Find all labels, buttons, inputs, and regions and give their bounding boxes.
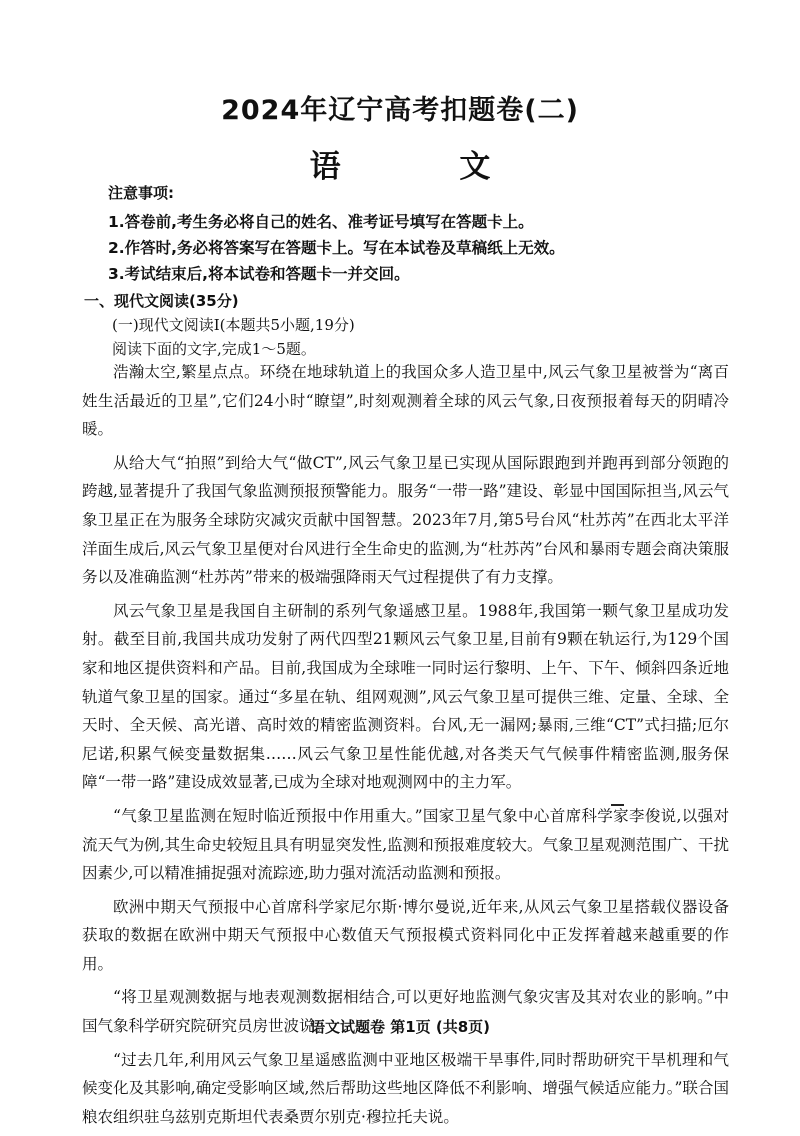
page-footer: 语文试题卷 第1页 (共8页)	[309, 1018, 491, 1036]
passage-paragraph: 浩瀚太空,繁星点点。环绕在地球轨道上的我国众多人造卫星中,风云气象卫星被誉为“离百姓生活最近的卫星”,它们24小时“瞭望”,时刻观测着全球的风云气象,日夜预报着每天的阴晴冷暖。	[82, 363, 729, 439]
notes-item: 3.考试结束后,将本试卷和答题卡一并交回。	[108, 265, 410, 283]
exam-title: 2024年辽宁高考扣题卷(二)	[221, 95, 579, 126]
stray-pen-mark	[611, 804, 624, 806]
passage-paragraph: “气象卫星监测在短时临近预报中作用重大。”国家卫星气象中心首席科学家李俊说,以强对流天气为例,其生命史较短且具有明显突发性,监测和预报难度较大。气象卫星观测范围广、干扰因素少,可以精准捕捉强对流踪迹,助力强对流活动监测和预报。	[82, 806, 729, 883]
section-heading: 一、现代文阅读(35分)	[84, 292, 239, 310]
subsection-heading: (一)现代文阅读Ⅰ(本题共5小题,19分)	[112, 316, 355, 334]
passage-paragraph: 欧洲中期天气预报中心首席科学家尼尔斯·博尔曼说,近年来,从风云气象卫星搭载仪器设备获取的数据在欧洲中期天气预报中心数值天气预报模式资料同化中正发挥着越来越重要的作用。	[82, 897, 729, 973]
passage-paragraph: “过去几年,利用风云气象卫星遥感监测中亚地区极端干旱事件,同时帮助研究干旱机理和气候变化及其影响,确定受影响区域,然后帮助这些地区降低不利影响、增强气候适应能力。”联合国粮农组织驻乌兹别克斯坦代表桑贾尔别克·穆拉托夫说。	[82, 1050, 729, 1126]
notes-item: 2.作答时,务必将答案写在答题卡上。写在本试卷及草稿纸上无效。	[108, 239, 565, 257]
notes-block	[108, 182, 728, 287]
passage-paragraph: 风云气象卫星是我国自主研制的系列气象遥感卫星。1988年,我国第一颗气象卫星成功发射。截至目前,我国共成功发射了两代四型21颗风云气象卫星,目前有9颗在轨运行,为129个国家和地区提供资料和产品。目前,我国成为全球唯一同时运行黎明、上午、下午、倾斜四条近地轨道气象卫星的国家。通过“多星在轨、组网观测”,风云气象卫星可提供三维、定量、全球、全天时、全天候、高光谱、高时效的精密监测资料。台风,无一漏网;暴雨,三维“CT”式扫描;厄尔尼诺,积累气候变量数据集……风云气象卫星性能优越,对各类天气气候事件精密监测,服务保障“一带一路”建设成效显著,已成为全球对地观测网中的主力军。	[82, 601, 730, 792]
reading-instruction: 阅读下面的文字,完成1～5题。	[112, 340, 316, 358]
notes-heading: 注意事项:	[108, 184, 174, 202]
notes-item: 1.答卷前,考生务必将自己的姓名、准考证号填写在答题卡上。	[108, 213, 534, 231]
passage-paragraph: “将卫星观测数据与地表观测数据相结合,可以更好地监测气象灾害及其对农业的影响。”中国气象科学研究院研究员房世波说。	[82, 988, 729, 1036]
subject-title: 语 文	[309, 149, 545, 185]
passage-paragraph: 从给大气“拍照”到给大气“做CT”,风云气象卫星已实现从国际跟跑到并跑再到部分领跑的跨越,显著提升了我国气象监测预报预警能力。服务“一带一路”建设、彰显中国国际担当,风云气象卫星正在为服务全球防灾减灾贡献中国智慧。2023年7月,第5号台风“杜苏芮”在西北太平洋洋面生成后,风云气象卫星便对台风进行全生命史的监测,为“杜苏芮”台风和暴雨专题会商决策服务以及准确监测“杜苏芮”带来的极端强降雨天气过程提供了有力支撑。	[82, 453, 729, 587]
